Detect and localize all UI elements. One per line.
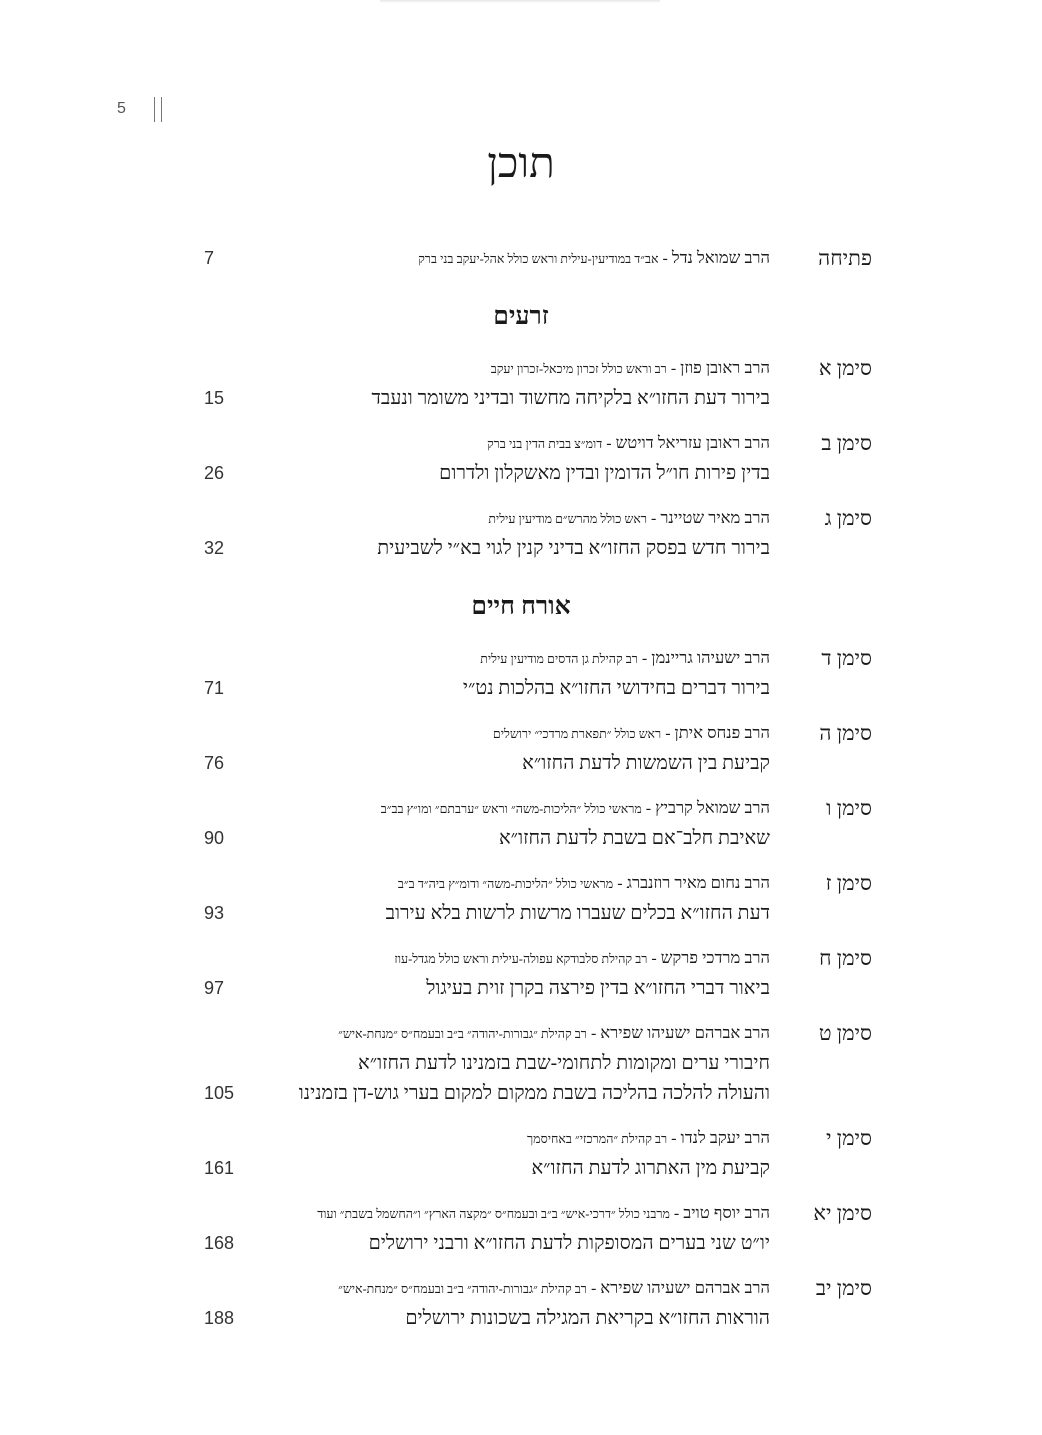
entry-content: [377, 503, 770, 564]
author-name: הרב אברהם ישעיהו שפירא: [600, 1023, 770, 1042]
entry-label: סימן ח: [819, 946, 872, 970]
entry-label: סימן ו: [826, 796, 872, 820]
entry-title-line: בירור דעת החזו״א בלקיחה מחשוד ובדיני משומר ונעבד: [371, 388, 770, 409]
entry-content: [418, 243, 770, 274]
entry-page-number: 90: [204, 828, 225, 848]
entry-label: סימן ד: [821, 646, 872, 670]
entry-content: [439, 428, 770, 489]
entry-title-line: שאיבת חלב־אם בשבת לדעת החזו״א: [498, 828, 770, 849]
entry-content: [493, 718, 770, 779]
author-name: הרב ראובן פוזן: [680, 358, 770, 377]
entry-title-line: חיבורי ערים ומקומות לתחומי-שבת בזמנינו לדעת החזו״א: [358, 1053, 770, 1074]
entry-page-number: 105: [204, 1083, 235, 1103]
entry-author: הרב אברהם ישעיהו שפירא - רב קהילת ״גבורות-יהודה״ ב״ב ובעמח״ס ״מנחת-איש״: [338, 1278, 770, 1297]
author-description: רב קהילת ״גבורות-יהודה״ ב״ב ובעמח״ס ״מנחת-איש״: [338, 1027, 587, 1041]
toc-entry[interactable]: [0, 718, 1042, 778]
entry-content: [527, 1123, 770, 1184]
toc-entry[interactable]: [0, 943, 1042, 1003]
entry-title-line: בירור חדש בפסק החזו״א בדיני קנין לגוי בא״י לשביעית: [377, 538, 770, 559]
toc-entry[interactable]: [0, 868, 1042, 928]
entry-content: [381, 793, 770, 854]
entry-author: הרב אברהם ישעיהו שפירא - רב קהילת ״גבורות-יהודה״ ב״ב ובעמח״ס ״מנחת-איש״: [338, 1023, 770, 1042]
entry-author: הרב ישעיהו גריינמן - רב קהילת גן הדסים מודיעין עילית: [480, 648, 770, 667]
entry-content: [338, 1273, 770, 1334]
section-heading: אורח חיים: [471, 593, 571, 620]
header-double-rule: [154, 97, 162, 122]
author-description: ראש כולל ״תפארת מרדכי״ ירושלים: [492, 727, 662, 741]
entry-author: הרב ראובן עזריאל דויטש - דומ״צ בבית הדין בני ברק: [486, 433, 770, 452]
author-description: דומ״צ בבית הדין בני ברק: [486, 437, 603, 451]
entry-label: סימן ט: [818, 1021, 872, 1045]
toc-entry[interactable]: [0, 643, 1042, 703]
page-number: 5: [117, 100, 126, 117]
author-name: הרב נחום מאיר רוזנברג: [626, 873, 770, 892]
author-description: רב וראש כולל זכרון מיכאל-זכרון יעקב: [490, 362, 667, 376]
author-description: רב קהילת ״גבורות-יהודה״ ב״ב ובעמח״ס ״מנחת-איש״: [338, 1282, 587, 1296]
author-name: הרב שמואל קרביץ: [655, 798, 770, 817]
entry-content: [394, 943, 770, 1004]
author-name: הרב יעקב לנדו: [680, 1128, 770, 1147]
entry-title-line: בדין פירות חו״ל הדומין ובדין מאשקלון ולדרום: [439, 463, 770, 484]
entry-page-number: 93: [204, 903, 225, 923]
author-name: הרב מאיר שטיינר: [660, 508, 770, 527]
entry-author: הרב יעקב לנדו - רב קהילת ״המרכזי״ באחיסמך: [527, 1128, 770, 1147]
entry-page-number: 97: [204, 978, 225, 998]
entry-title-line: בירור דברים בחידושי החזו״א בהלכות נט״י: [462, 678, 770, 699]
author-name: הרב פנחס איתן: [674, 723, 770, 742]
author-description: מרבני כולל ״דרכי-איש״ ב״ב ובעמח״ס ״מקצה הארץ״ ו״החשמל בשבת״ ועוד: [317, 1207, 670, 1221]
author-description: רב קהילת גן הדסים מודיעין עילית: [480, 652, 638, 666]
entry-label: סימן א: [818, 356, 872, 380]
entry-label: סימן יא: [813, 1201, 872, 1225]
entry-author: הרב מרדכי פרקש - רב קהילת סלבודקא עפולה-עילית וראש כולל מגדל-עוז: [394, 948, 770, 967]
toc-entry[interactable]: [0, 1018, 1042, 1108]
entry-title-line: יו״ט שני בערים המסופקות לדעת החזו״א ורבני ירושלים: [368, 1233, 770, 1254]
entry-page-number: 32: [204, 538, 225, 558]
entry-label: סימן ה: [819, 721, 872, 745]
toc-entry[interactable]: [0, 1273, 1042, 1333]
author-description: מראשי כולל ״הליכות-משה״ ודומ״ץ ביה״ד ב״ב: [397, 877, 614, 891]
entry-title-line: הוראות החזו״א בקריאת המגילה בשכונות ירושלים: [405, 1308, 770, 1329]
entry-title-line: קביעת בין השמשות לדעת החזו״א: [522, 753, 770, 774]
entry-label: סימן ז: [825, 871, 872, 895]
author-description: רב קהילת ״המרכזי״ באחיסמך: [527, 1132, 668, 1146]
page-top-edge: [380, 0, 660, 3]
entry-page-number: 161: [204, 1158, 235, 1178]
entry-label: סימן ב: [821, 431, 872, 455]
author-name: הרב ראובן עזריאל דויטש: [615, 433, 770, 452]
entry-content: [317, 1198, 770, 1259]
author-name: הרב אברהם ישעיהו שפירא: [600, 1278, 770, 1297]
table-of-contents: [0, 243, 1042, 1348]
page-title: תוכן: [487, 141, 555, 187]
entry-label: סימן יב: [815, 1276, 872, 1300]
entry-author: הרב ראובן פוזן - רב וראש כולל זכרון מיכאל-זכרון יעקב: [490, 358, 770, 377]
entry-page-number: 76: [204, 753, 225, 773]
toc-entry[interactable]: [0, 428, 1042, 488]
author-name: הרב מרדכי פרקש: [660, 948, 770, 967]
entry-page-number: 71: [204, 678, 225, 698]
entry-page-number: 26: [204, 463, 225, 483]
entry-title-line: דעת החזו״א בכלים שעברו מרשות לרשות בלא עירוב: [385, 903, 770, 924]
entry-page-number: 7: [204, 248, 215, 268]
toc-entry[interactable]: [0, 793, 1042, 853]
entry-content: [299, 1018, 770, 1109]
entry-author: הרב שמואל קרביץ - מראשי כולל ״הליכות-משה״ וראש ״ערבתם״ ומו״ץ בב״ב: [380, 798, 770, 817]
entry-page-number: 15: [204, 388, 225, 408]
toc-entry-petiha[interactable]: [0, 243, 1042, 273]
entry-label: סימן ג: [824, 506, 872, 530]
toc-entry[interactable]: [0, 1198, 1042, 1258]
entry-page-number: 168: [204, 1233, 235, 1253]
author-description: מראשי כולל ״הליכות-משה״ וראש ״ערבתם״ ומו״ץ בב״ב: [380, 802, 642, 816]
entry-label: פתיחה: [818, 246, 872, 270]
entry-label: סימן י: [825, 1126, 872, 1150]
author-name: הרב יוסף טויב: [683, 1203, 770, 1222]
toc-entry[interactable]: [0, 1123, 1042, 1183]
section-heading: זרעים: [493, 303, 549, 330]
entry-content: [386, 868, 770, 929]
entry-author: הרב יוסף טויב - מרבני כולל ״דרכי-איש״ ב״ב ובעמח״ס ״מקצה הארץ״ ו״החשמל בשבת״ ועוד: [317, 1203, 770, 1222]
toc-entry[interactable]: [0, 503, 1042, 563]
entry-title-line: והעולה להלכה בהליכה בשבת ממקום למקום בערי גוש-דן בזמנינו: [298, 1083, 770, 1104]
entry-author: הרב נחום מאיר רוזנברג - מראשי כולל ״הליכות-משה״ ודומ״ץ ביה״ד ב״ב: [397, 873, 770, 892]
entry-title-line: ביאור דברי החזו״א בדין פירצה בקרן זוית בעיגול: [426, 978, 770, 999]
author-description: רב קהילת סלבודקא עפולה-עילית וראש כולל מגדל-עוז: [394, 952, 648, 966]
author-description: אב״ד במודיעין-עילית וראש כולל אהל-יעקב בני ברק: [418, 252, 659, 266]
author-description: ראש כולל מהרש״ם מודיעין עילית: [488, 512, 647, 526]
entry-content: [463, 643, 770, 704]
toc-entry[interactable]: [0, 353, 1042, 413]
entry-author: הרב פנחס איתן - ראש כולל ״תפארת מרדכי״ ירושלים: [492, 723, 770, 742]
entry-author: הרב מאיר שטיינר - ראש כולל מהרש״ם מודיעין עילית: [488, 508, 770, 527]
entry-content: [372, 353, 770, 414]
author-name: הרב ישעיהו גריינמן: [651, 648, 770, 667]
entry-title-line: קביעת מין האתרוג לדעת החזו״א: [531, 1158, 770, 1179]
author-name: הרב שמואל נדל: [671, 248, 770, 267]
entry-page-number: 188: [204, 1308, 235, 1328]
entry-author: הרב שמואל נדל - אב״ד במודיעין-עילית וראש כולל אהל-יעקב בני ברק: [418, 248, 770, 267]
